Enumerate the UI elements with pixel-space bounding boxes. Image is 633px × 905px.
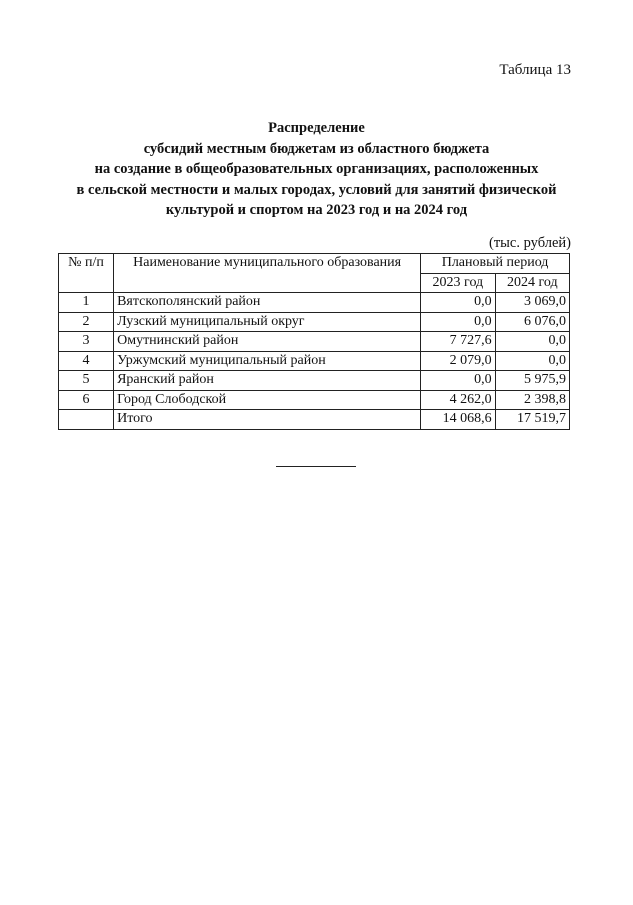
total-value-2024: 17 519,7 bbox=[495, 410, 569, 430]
subsidy-table bbox=[58, 253, 570, 430]
row-num: 5 bbox=[59, 371, 114, 391]
row-name: Лузский муниципальный округ bbox=[114, 312, 421, 332]
row-value-2023: 0,0 bbox=[421, 293, 495, 313]
heading-line: Распределение bbox=[268, 120, 365, 136]
row-name: Город Слободской bbox=[114, 390, 421, 410]
header-name: Наименование муниципального образования bbox=[114, 254, 421, 293]
end-rule-divider bbox=[276, 466, 356, 467]
table-row bbox=[59, 351, 570, 371]
row-value-2024: 2 398,8 bbox=[495, 390, 569, 410]
heading-line: культурой и спортом на 2023 год и на 2024 год bbox=[165, 202, 468, 218]
document-heading bbox=[40, 118, 593, 221]
heading-line: на создание в общеобразовательных организациях, расположенных bbox=[94, 161, 539, 177]
row-value-2024: 6 076,0 bbox=[495, 312, 569, 332]
row-value-2024: 3 069,0 bbox=[495, 293, 569, 313]
header-num: № п/п bbox=[59, 254, 114, 293]
header-year-2024: 2024 год bbox=[495, 273, 569, 293]
table-row bbox=[59, 371, 570, 391]
row-value-2024: 0,0 bbox=[495, 332, 569, 352]
row-value-2024: 0,0 bbox=[495, 351, 569, 371]
header-period: Плановый период bbox=[421, 254, 570, 274]
total-num bbox=[59, 410, 114, 430]
table-total-row bbox=[59, 410, 570, 430]
row-num: 4 bbox=[59, 351, 114, 371]
row-name: Яранский район bbox=[114, 371, 421, 391]
row-value-2023: 0,0 bbox=[421, 371, 495, 391]
row-value-2023: 4 262,0 bbox=[421, 390, 495, 410]
row-value-2023: 0,0 bbox=[421, 312, 495, 332]
row-name: Уржумский муниципальный район bbox=[114, 351, 421, 371]
row-value-2024: 5 975,9 bbox=[495, 371, 569, 391]
table-number: Таблица 13 bbox=[499, 62, 571, 78]
row-name: Вятскополянский район bbox=[114, 293, 421, 313]
row-value-2023: 2 079,0 bbox=[421, 351, 495, 371]
total-value-2023: 14 068,6 bbox=[421, 410, 495, 430]
row-name: Омутнинский район bbox=[114, 332, 421, 352]
heading-line: субсидий местным бюджетам из областного бюджета bbox=[143, 140, 490, 157]
table-row bbox=[59, 293, 570, 313]
row-value-2023: 7 727,6 bbox=[421, 332, 495, 352]
total-label: Итого bbox=[114, 410, 421, 430]
row-num: 6 bbox=[59, 390, 114, 410]
header-year-2023: 2023 год bbox=[421, 273, 495, 293]
table-row bbox=[59, 312, 570, 332]
table-row bbox=[59, 332, 570, 352]
table-header-row bbox=[59, 254, 570, 274]
heading-line: в сельской местности и малых городах, условий для занятий физической bbox=[76, 181, 557, 198]
row-num: 1 bbox=[59, 293, 114, 313]
units-note: (тыс. рублей) bbox=[489, 235, 571, 251]
row-num: 2 bbox=[59, 312, 114, 332]
table-row bbox=[59, 390, 570, 410]
row-num: 3 bbox=[59, 332, 114, 352]
